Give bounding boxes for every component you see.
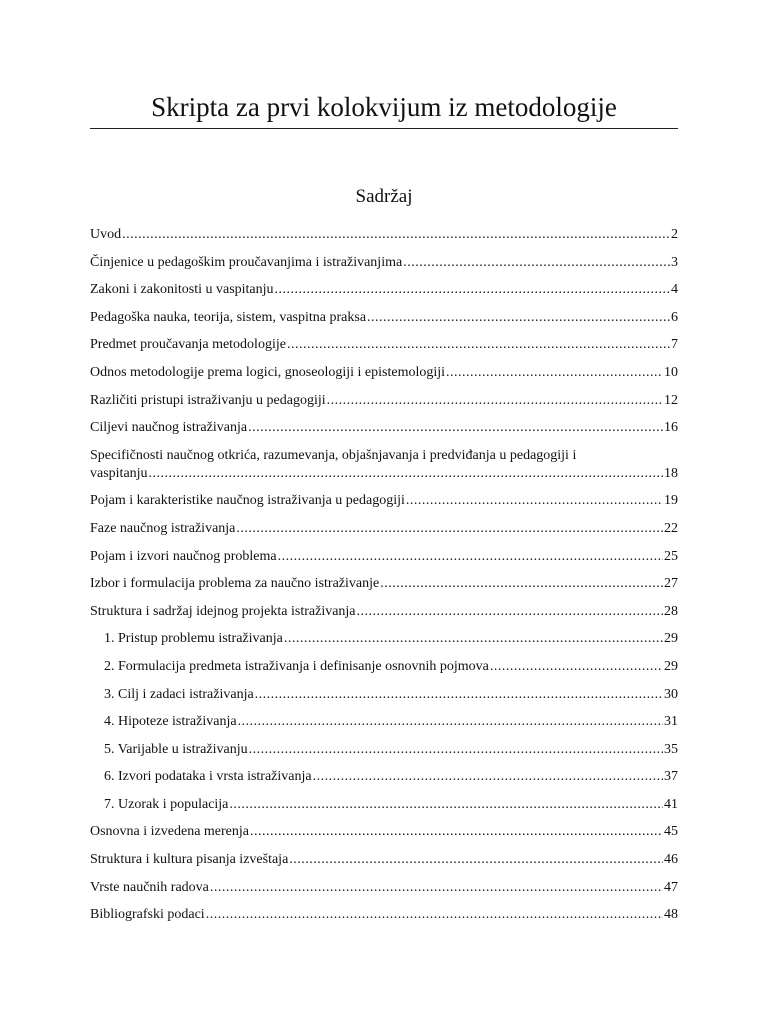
toc-entry-title: Pojam i izvori naučnog problema [90, 548, 277, 564]
dot-leader [275, 281, 670, 299]
toc-entry-cinjenice[interactable] [90, 254, 678, 272]
dot-leader [250, 823, 663, 841]
toc-entry-predmet[interactable] [90, 336, 678, 354]
dot-leader [357, 603, 663, 621]
toc-entry-title: Bibliografski podaci [90, 907, 205, 923]
dot-leader [206, 906, 663, 924]
document-title: Skripta za prvi kolokvijum iz metodologije [90, 90, 678, 129]
toc-entry-title: Struktura i sadržaj idejnog projekta istraživanja [90, 603, 356, 619]
toc-subentry-4[interactable] [90, 713, 678, 731]
toc-entry-izvestaj[interactable] [90, 851, 678, 869]
dot-leader [122, 226, 670, 244]
toc-entry-pristupi[interactable] [90, 392, 678, 410]
toc-entry-title: Izbor i formulacija problema za naučno istraživanje [90, 576, 380, 592]
toc-entry-title-line1: Specifičnosti naučnog otkrića, razumevanja, objašnjavanja i predviđanja u pedagogiji i [90, 447, 577, 463]
toc-entry-vrste-radova[interactable] [90, 879, 678, 897]
toc-heading: Sadržaj [355, 186, 413, 207]
toc-subentry-2[interactable] [90, 658, 678, 676]
toc-subentry-3[interactable] [90, 686, 678, 704]
toc-entry-title: Faze naučnog istraživanja [90, 520, 236, 536]
dot-leader [313, 768, 663, 786]
dot-leader [327, 392, 663, 410]
dot-leader [367, 309, 670, 327]
toc-entry-title: Pojam i karakteristike naučnog istraživanja u pedagogiji [90, 493, 405, 509]
dot-leader [406, 492, 663, 510]
toc-subentry-1[interactable] [90, 630, 678, 648]
toc-entry-page: 48 [664, 907, 678, 923]
toc-entry-zakoni[interactable] [90, 281, 678, 299]
toc-entry-page: 2 [671, 227, 678, 242]
toc-entry-faze[interactable] [90, 520, 678, 538]
dot-leader [284, 630, 663, 648]
toc-entry-title: Uvod [90, 227, 122, 242]
toc-entry-title: 5. Varijable u istraživanju [104, 741, 248, 757]
toc-entry-page: 16 [664, 420, 678, 436]
toc-entry-page: 3 [671, 254, 678, 270]
toc-entry-title: 6. Izvori podataka i vrsta istraživanja [104, 769, 312, 785]
dot-leader [278, 548, 663, 566]
toc-entry-page: 45 [664, 824, 678, 840]
toc-entry-page: 18 [664, 465, 678, 481]
toc-entry-title-line2: vaspitanju [90, 465, 148, 481]
toc-entry-title: Vrste naučnih radova [90, 879, 209, 895]
toc-entry-page: 41 [664, 796, 678, 812]
toc-entry-page: 47 [664, 879, 678, 895]
dot-leader [249, 741, 663, 759]
table-of-contents [90, 226, 678, 934]
toc-entry-merenja[interactable] [90, 823, 678, 841]
toc-entry-page: 31 [664, 714, 678, 730]
dot-leader [403, 254, 670, 272]
toc-entry-title: Zakoni i zakonitosti u vaspitanju [90, 282, 274, 298]
dot-leader [210, 879, 663, 897]
toc-entry-page: 28 [664, 603, 678, 619]
toc-entry-title: 3. Cilj i zadaci istraživanja [104, 686, 254, 702]
toc-entry-title: Činjenice u pedagoškim proučavanjima i istraživanjima [90, 254, 403, 270]
toc-entry-page: 27 [664, 576, 678, 592]
dot-leader [255, 686, 663, 704]
toc-entry-pojam-izvori[interactable] [90, 548, 678, 566]
dot-leader [248, 419, 663, 437]
toc-entry-page: 12 [664, 392, 678, 408]
toc-entry-title: 2. Formulacija predmeta istraživanja i definisanje osnovnih pojmova [104, 658, 489, 674]
toc-entry-bibliografski[interactable] [90, 906, 678, 924]
toc-entry-pojam-karakteristike[interactable] [90, 492, 678, 510]
toc-entry-title: Struktura i kultura pisanja izveštaja [90, 852, 289, 868]
toc-entry-line2 [90, 465, 678, 483]
dot-leader [289, 851, 663, 869]
dot-leader [380, 575, 663, 593]
dot-leader [287, 336, 670, 354]
dot-leader [229, 796, 663, 814]
toc-subentry-7[interactable] [90, 796, 678, 814]
toc-entry-pedagoska-nauka[interactable] [90, 309, 678, 327]
toc-entry-title: 7. Uzorak i populacija [104, 796, 229, 812]
toc-entry-title: Različiti pristupi istraživanju u pedagogiji [90, 392, 326, 408]
toc-entry-page: 22 [664, 520, 678, 536]
toc-entry-title: 1. Pristup problemu istraživanja [104, 631, 283, 647]
toc-entry-title: Pedagoška nauka, teorija, sistem, vaspitna praksa [90, 309, 367, 325]
toc-entry-page: 37 [664, 769, 678, 785]
toc-entry-page: 10 [664, 364, 678, 380]
toc-entry-page: 35 [664, 741, 678, 757]
toc-entry-page: 46 [664, 852, 678, 868]
toc-entry-uvod[interactable] [90, 226, 678, 244]
dot-leader [490, 658, 663, 676]
toc-entry-page: 4 [671, 282, 678, 298]
toc-entry-page: 25 [664, 548, 678, 564]
toc-entry-page: 29 [664, 658, 678, 674]
toc-subentry-5[interactable] [90, 741, 678, 759]
toc-entry-page: 29 [664, 631, 678, 647]
dot-leader [149, 465, 663, 483]
toc-entry-page: 19 [664, 493, 678, 509]
toc-entry-izbor[interactable] [90, 575, 678, 593]
toc-entry-title: Osnovna i izvedena merenja [90, 824, 249, 840]
toc-entry-struktura-projekta[interactable] [90, 603, 678, 621]
toc-entry-title: Predmet proučavanja metodologije [90, 337, 286, 353]
toc-entry-ciljevi[interactable] [90, 419, 678, 437]
toc-entry-title: Ciljevi naučnog istraživanja [90, 420, 248, 436]
dot-leader [446, 364, 663, 382]
toc-subentry-6[interactable] [90, 768, 678, 786]
toc-entry-odnos[interactable] [90, 364, 678, 382]
toc-entry-page: 30 [664, 686, 678, 702]
toc-entry-page: 6 [671, 309, 678, 325]
toc-entry-title: 4. Hipoteze istraživanja [104, 714, 237, 730]
toc-entry-title: Odnos metodologije prema logici, gnoseologiji i epistemologiji [90, 364, 446, 380]
toc-entry-page: 7 [671, 337, 678, 353]
dot-leader [236, 520, 663, 538]
dot-leader [238, 713, 663, 731]
toc-entry-specificnosti[interactable] [90, 447, 678, 483]
